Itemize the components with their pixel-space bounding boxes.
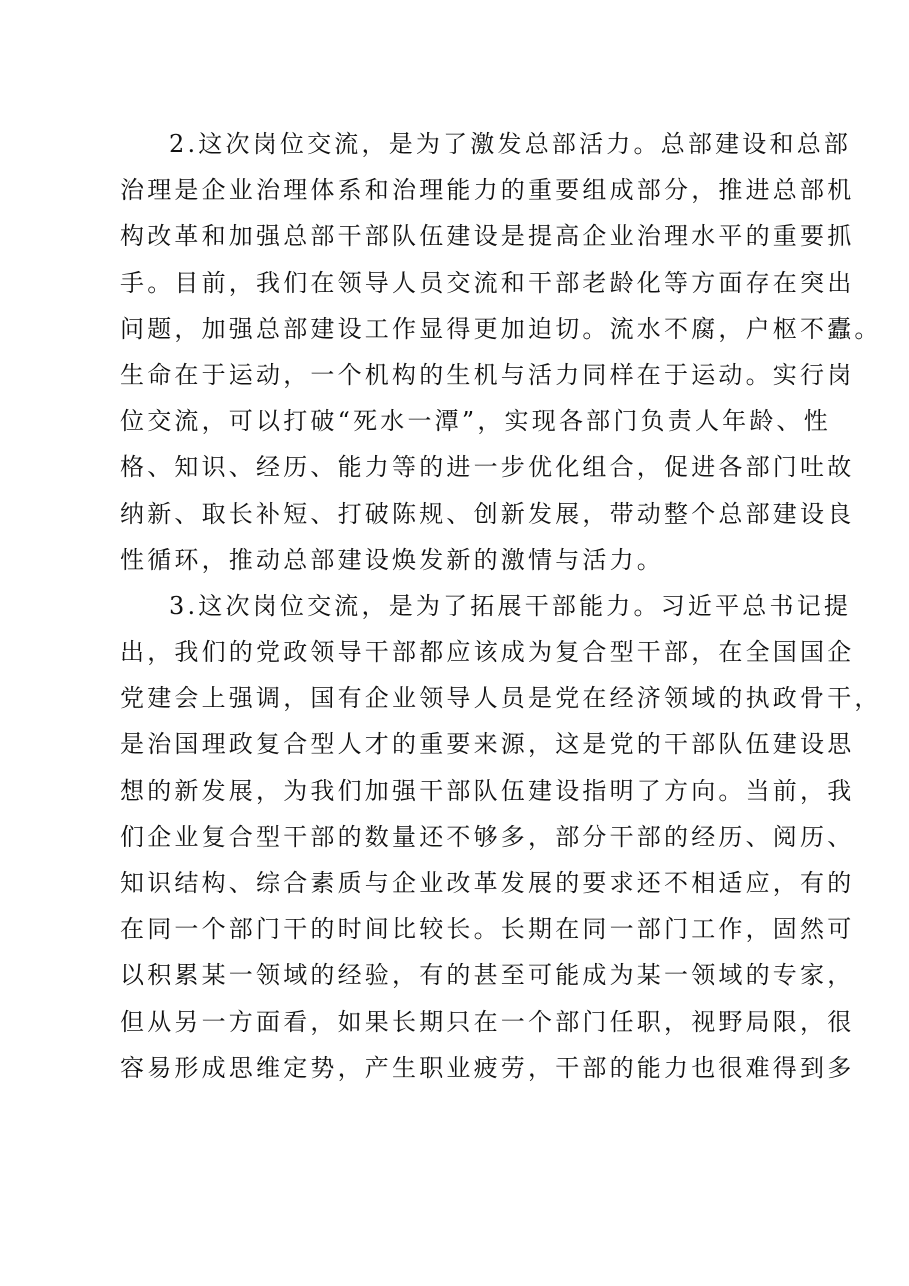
paragraph-2-line: 是治国理政复合型人才的重要来源，这是党的干部队伍建设思 — [120, 730, 855, 759]
body-text — [120, 121, 882, 1091]
paragraph-1-line: 问题，加强总部建设工作显得更加迫切。流水不腐，户枢不蠹。 — [120, 314, 882, 343]
paragraph-1-line: 构改革和加强总部干部队伍建设是提高企业治理水平的重要抓 — [120, 222, 855, 251]
paragraph-2-line: 容易形成思维定势，产生职业疲劳，干部的能力也很难得到多 — [120, 1053, 855, 1082]
paragraph-1-line: 手。目前，我们在领导人员交流和干部老龄化等方面存在突出 — [120, 268, 855, 297]
paragraph-2-line: 以积累某一领域的经验，有的甚至可能成为某一领域的专家， — [120, 961, 855, 990]
paragraph-1-line: 格、知识、经历、能力等的进一步优化组合，促进各部门吐故 — [120, 453, 855, 482]
paragraph-1-line: 性循环，推动总部建设焕发新的激情与活力。 — [120, 545, 664, 574]
paragraph-1-line: 位交流，可以打破“死水一潭”，实现各部门负责人年龄、性 — [120, 407, 831, 436]
paragraph-2-line: 知识结构、综合素质与企业改革发展的要求还不相适应，有的 — [120, 869, 855, 897]
paragraph-2-line: 3.这次岗位交流，是为了拓展干部能力。习近平总书记提 — [169, 591, 852, 620]
paragraph-1-line: 纳新、取长补短、打破陈规、创新发展，带动整个总部建设良 — [120, 499, 855, 528]
paragraph-1-line: 生命在于运动，一个机构的生机与活力同样在于运动。实行岗 — [120, 360, 855, 389]
paragraph-1-line: 2.这次岗位交流，是为了激发总部活力。总部建设和总部 — [169, 130, 852, 158]
paragraph-2-line: 出，我们的党政领导干部都应该成为复合型干部，在全国国企 — [120, 638, 855, 667]
paragraph-2-line: 党建会上强调，国有企业领导人员是党在经济领域的执政骨干， — [120, 684, 882, 713]
paragraph-2-line: 想的新发展，为我们加强干部队伍建设指明了方向。当前，我 — [120, 776, 855, 805]
paragraph-2-line: 们企业复合型干部的数量还不够多，部分干部的经历、阅历、 — [120, 822, 855, 851]
paragraph-2-line: 但从另一方面看，如果长期只在一个部门任职，视野局限，很 — [120, 1007, 855, 1036]
paragraph-2-line: 在同一个部门干的时间比较长。长期在同一部门工作，固然可 — [120, 915, 855, 944]
paragraph-1-line: 治理是企业治理体系和治理能力的重要组成部分，推进总部机 — [120, 176, 855, 205]
